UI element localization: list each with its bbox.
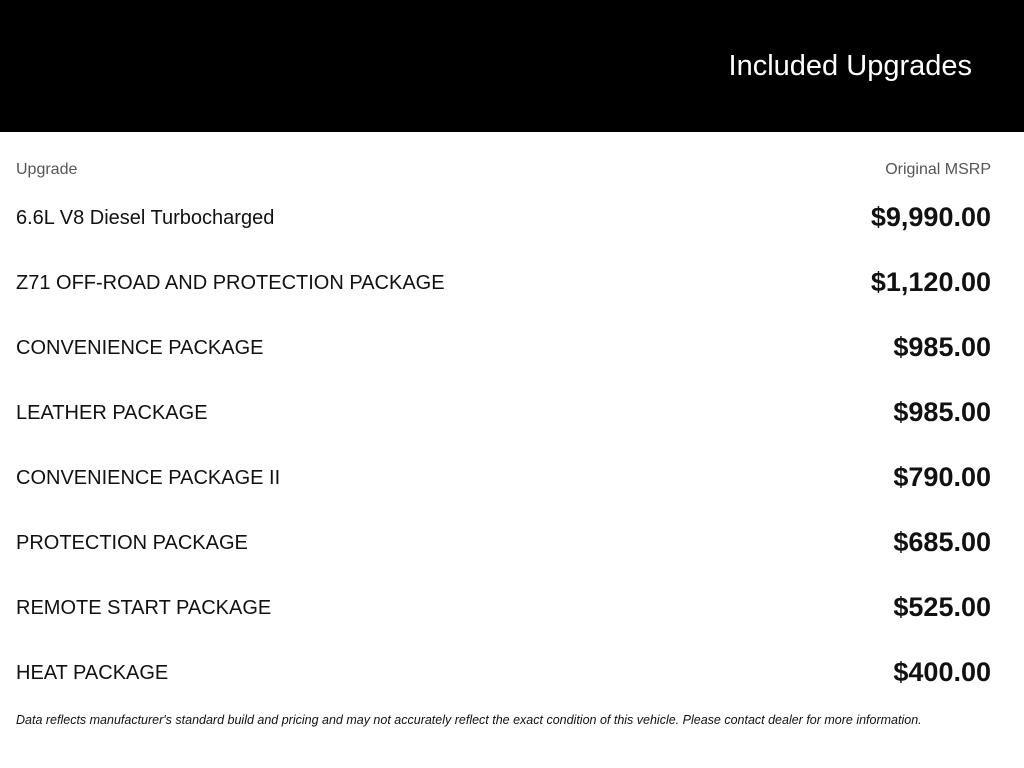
upgrade-row [16,316,991,381]
disclaimer-text: Data reflects manufacturer's standard build and pricing and may not accurately reflect the exact condition of this vehicle. Please contact dealer for more information. [16,713,922,727]
upgrade-name: LEATHER PACKAGE [16,402,208,424]
upgrade-row [16,186,991,251]
upgrade-price: $985.00 [893,397,991,427]
upgrade-price: $400.00 [893,657,991,687]
upgrade-price: $525.00 [893,592,991,622]
upgrade-price: $9,990.00 [870,202,991,232]
upgrade-row [16,641,991,706]
upgrade-row [16,381,991,446]
upgrade-price: $1,120.00 [870,267,991,297]
upgrade-price: $685.00 [893,527,991,557]
upgrade-row [16,511,991,576]
upgrade-row [16,446,991,511]
upgrade-row [16,251,991,316]
upgrade-name: PROTECTION PACKAGE [16,532,248,554]
upgrades-list [16,186,991,706]
column-header-msrp: Original MSRP [885,161,991,178]
page-title: Included Upgrades [728,50,972,82]
upgrade-name: HEAT PACKAGE [16,662,169,684]
upgrade-name: REMOTE START PACKAGE [16,597,272,619]
upgrade-name: CONVENIENCE PACKAGE [16,337,264,359]
upgrade-price: $790.00 [893,462,991,492]
upgrade-price: $985.00 [893,332,991,362]
upgrade-name: Z71 OFF-ROAD AND PROTECTION PACKAGE [16,272,445,294]
upgrade-name: CONVENIENCE PACKAGE II [16,467,281,489]
header-banner [0,0,1024,132]
upgrade-name: 6.6L V8 Diesel Turbocharged [16,207,275,229]
upgrade-row [16,576,991,641]
column-header-upgrade: Upgrade [16,161,78,178]
